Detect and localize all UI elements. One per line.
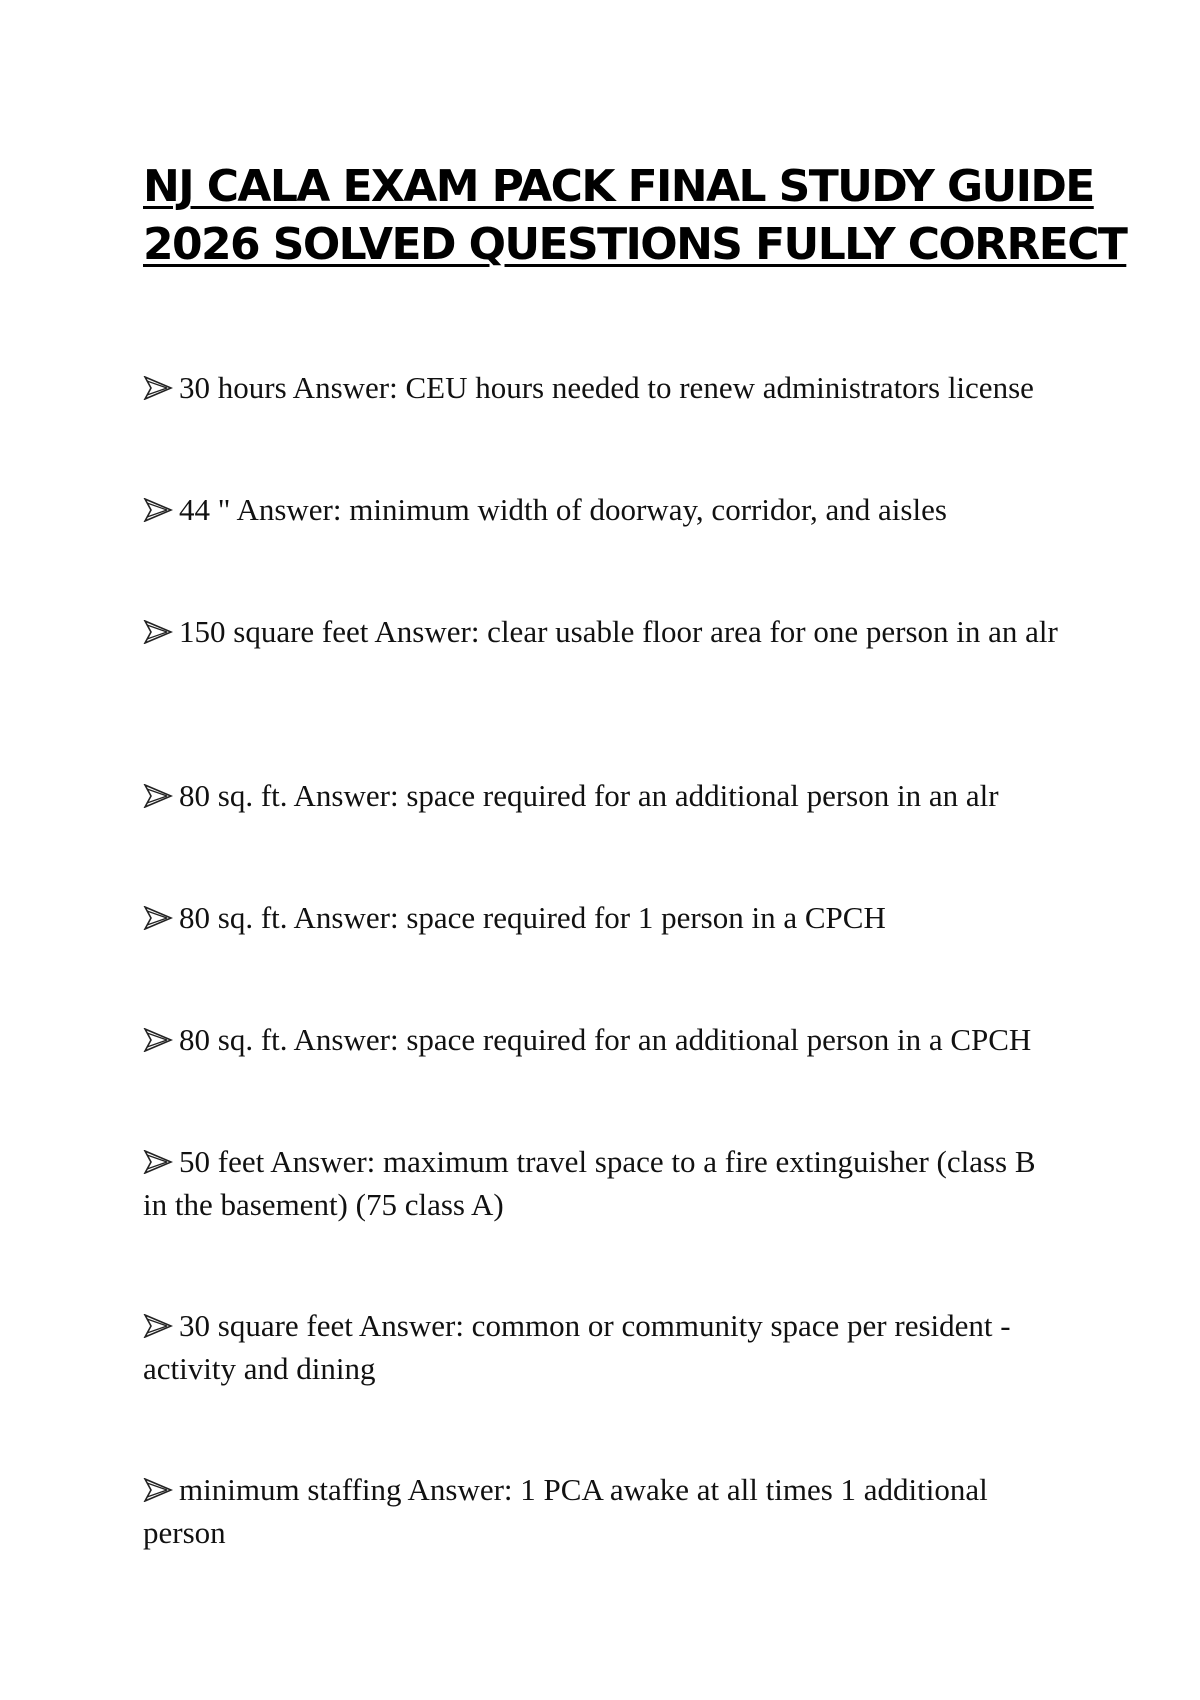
qa-item-text: 44 " Answer: minimum width of doorway, corridor, and aisles: [179, 492, 947, 527]
qa-item: [143, 1304, 1063, 1390]
qa-item: [143, 1468, 1063, 1554]
qa-item: [143, 610, 1063, 653]
arrow-bullet-icon: [143, 906, 177, 930]
qa-item-text: 150 square feet Answer: clear usable floor area for one person in an alr: [179, 614, 1058, 649]
qa-item-text: 30 square feet Answer: common or community space per resident - activity and dining: [143, 1308, 1011, 1386]
arrow-bullet-icon: [143, 376, 177, 400]
qa-item-text: 30 hours Answer: CEU hours needed to renew administrators license: [179, 370, 1034, 405]
document-title: [143, 158, 1127, 274]
qa-item-text: 80 sq. ft. Answer: space required for an additional person in an alr: [179, 778, 999, 813]
qa-item: [143, 1140, 1063, 1226]
qa-item-text: 50 feet Answer: maximum travel space to a fire extinguisher (class B in the basement) (75 class A): [143, 1144, 1036, 1222]
arrow-bullet-icon: [143, 1028, 177, 1052]
arrow-bullet-icon: [143, 1314, 177, 1338]
qa-item: [143, 1018, 1063, 1061]
qa-item: [143, 488, 1063, 531]
qa-item: [143, 774, 1063, 817]
qa-item: [143, 366, 1063, 409]
title-line-2: 2026 SOLVED QUESTIONS FULLY CORRECT: [143, 219, 1127, 270]
qa-item: [143, 896, 1063, 939]
qa-item-text: 80 sq. ft. Answer: space required for 1 person in a CPCH: [179, 900, 886, 935]
title-line-1: NJ CALA EXAM PACK FINAL STUDY GUIDE: [143, 161, 1094, 212]
arrow-bullet-icon: [143, 620, 177, 644]
arrow-bullet-icon: [143, 498, 177, 522]
qa-item-text: minimum staffing Answer: 1 PCA awake at all times 1 additional person: [143, 1472, 988, 1550]
arrow-bullet-icon: [143, 1150, 177, 1174]
qa-item-text: 80 sq. ft. Answer: space required for an additional person in a CPCH: [179, 1022, 1032, 1057]
arrow-bullet-icon: [143, 1478, 177, 1502]
arrow-bullet-icon: [143, 784, 177, 808]
